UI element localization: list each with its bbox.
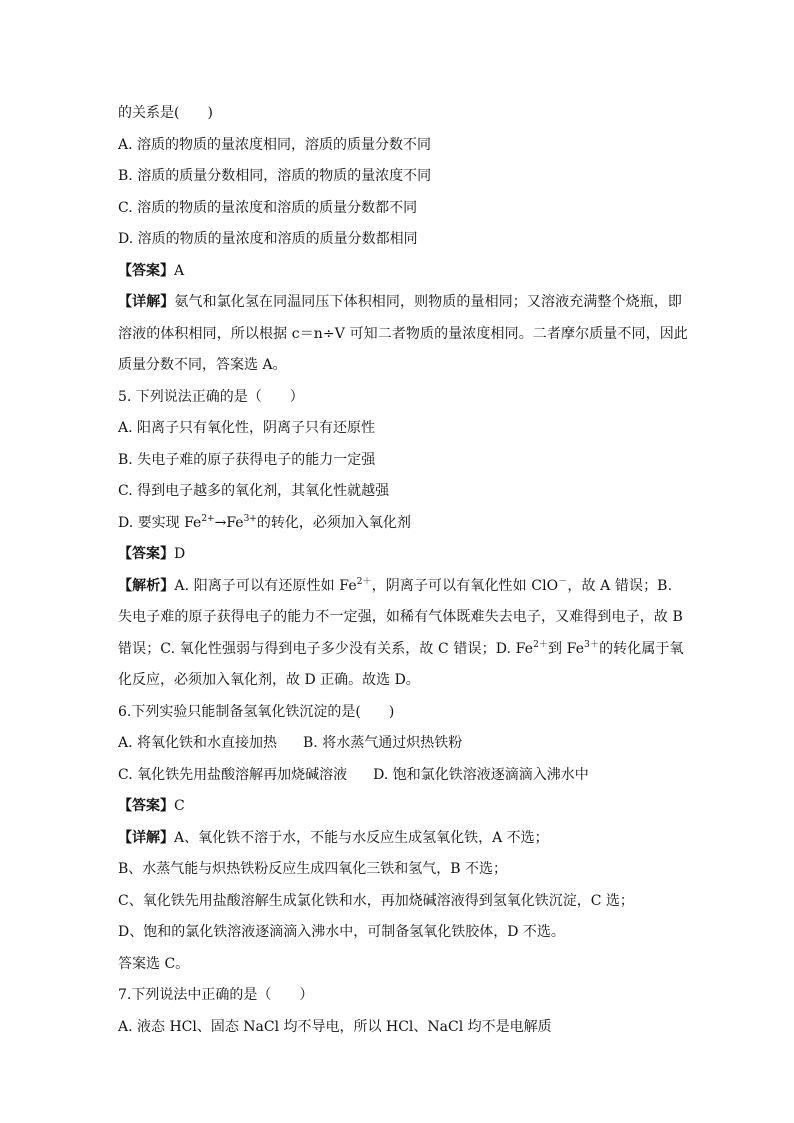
- q5-option-c: C. 得到电子越多的氧化剂，其氧化性就越强: [118, 483, 390, 499]
- superscript: －: [558, 576, 568, 587]
- q5-option-d-mid: →Fe: [214, 514, 244, 531]
- answer-value: D: [174, 546, 186, 562]
- q5-option-d-suffix: 的转化，必须加入氧化剂: [256, 514, 411, 531]
- q6-conclusion: 答案选 C。: [118, 955, 190, 972]
- q7-stem: 7.下列说法中正确的是（ ）: [118, 987, 314, 1003]
- explanation-text: A、氧化铁不溶于水，不能与水反应生成氢氧化铁，A 不选；: [174, 829, 549, 846]
- q4-answer: [118, 256, 678, 288]
- superscript: 2＋: [533, 639, 549, 650]
- explanation-text: A. 阳离子可以有还原性如 Fe: [174, 577, 357, 594]
- q6-option-a: A. 将氧化铁和水直接加热: [118, 735, 278, 751]
- superscript: 2+: [201, 513, 215, 524]
- q5-answer: [118, 539, 678, 571]
- q4-explanation-line-3: 质量分数不同，答案选 A。: [118, 357, 287, 373]
- q6-stem: 6.下列实验只能制备氢氧化铁沉淀的是( ): [118, 703, 395, 720]
- q6-explanation-line-2: B、水蒸气能与炽热铁粉反应生成四氧化三铁和氢气，B 不选；: [118, 861, 508, 877]
- answer-value: A: [174, 262, 185, 279]
- q4-explanation-line-1: [118, 287, 683, 319]
- explanation-text: 氨气和氯化氢在同温同压下体积相同，则物质的量相同；又溶液充满整个烧瓶，即: [174, 294, 683, 310]
- q6-options-row-2: [118, 760, 678, 792]
- superscript: 3＋: [584, 639, 600, 650]
- answer-tag: 【答案】: [118, 262, 174, 279]
- q6-explanation-line-3: C、氧化铁先用盐酸溶解生成氯化铁和水，再加烧碱溶液得到氢氧化铁沉淀，C 选；: [118, 892, 634, 909]
- q5-option-d-prefix: D. 要实现 Fe: [118, 514, 202, 531]
- explanation-tag: 【详解】: [118, 829, 174, 846]
- explanation-tag: 【详解】: [118, 294, 175, 310]
- explanation-text: 的转化属于氧: [599, 640, 684, 657]
- q4-option-b: B. 溶质的质量分数相同，溶质的物质的量浓度不同: [118, 168, 432, 184]
- q5-explanation-line-4: 化反应，必须加入氧化剂，故 D 正确。故选 D。: [118, 672, 420, 688]
- q4-option-c: C. 溶质的物质的量浓度和溶质的质量分数都不同: [118, 199, 418, 216]
- q5-option-a: A. 阳离子只有氧化性，阴离子只有还原性: [118, 420, 376, 436]
- q4-option-d: D. 溶质的物质的量浓度和溶质的质量分数都相同: [118, 231, 418, 247]
- q6-explanation-line-1: [118, 823, 678, 855]
- q5-option-b: B. 失电子难的原子获得电子的能力一定强: [118, 451, 376, 468]
- superscript: 3+: [243, 513, 257, 524]
- q6-option-d: D. 饱和氯化铁溶液逐滴滴入沸水中: [373, 766, 589, 783]
- q5-option-d: [118, 508, 678, 540]
- explanation-text: ，阴离子可以有氧化性如 ClO: [371, 577, 559, 594]
- explanation-text: 错误；C. 氧化性强弱与得到电子多少没有关系，故 C 错误；D. Fe: [118, 640, 534, 657]
- q4-option-a: A. 溶质的物质的量浓度相同，溶质的质量分数不同: [118, 136, 432, 153]
- q4-stem-tail: 的关系是( ): [118, 105, 213, 121]
- q5-explanation-line-1: [118, 571, 678, 603]
- q6-option-b: B. 将水蒸气通过炽热铁粉: [303, 735, 463, 751]
- superscript: 2＋: [356, 576, 372, 587]
- q6-options-row-1: [118, 728, 678, 760]
- q6-option-c: C. 氧化铁先用盐酸溶解再加烧碱溶液: [118, 766, 348, 783]
- answer-tag: 【答案】: [118, 798, 174, 814]
- answer-tag: 【答案】: [118, 546, 174, 562]
- answer-value: C: [174, 798, 185, 814]
- q5-stem: 5. 下列说法正确的是（ ）: [118, 388, 304, 405]
- explanation-tag: 【解析】: [118, 577, 175, 594]
- explanation-text: ，故 A 错误；B.: [567, 577, 673, 594]
- q5-explanation-line-3: [118, 634, 684, 666]
- q6-answer: [118, 791, 678, 823]
- explanation-text: 到 Fe: [548, 640, 585, 657]
- q6-explanation-line-4: D、饱和的氯化铁溶液逐滴滴入沸水中，可制备氢氧化铁胶体，D 不选。: [118, 924, 565, 940]
- q7-option-a: A. 液态 HCl、固态 NaCl 均不导电，所以 HCl、NaCl 均不是电解质: [118, 1018, 552, 1035]
- q5-explanation-line-2: 失电子难的原子获得电子的能力不一定强，如稀有气体既难失去电子，又难得到电子，故 B: [118, 609, 683, 625]
- document-page: [118, 98, 688, 1043]
- q4-explanation-line-2: 溶液的体积相同，所以根据 c＝n÷V 可知二者物质的量浓度相同。二者摩尔质量不同，因此: [118, 325, 688, 342]
